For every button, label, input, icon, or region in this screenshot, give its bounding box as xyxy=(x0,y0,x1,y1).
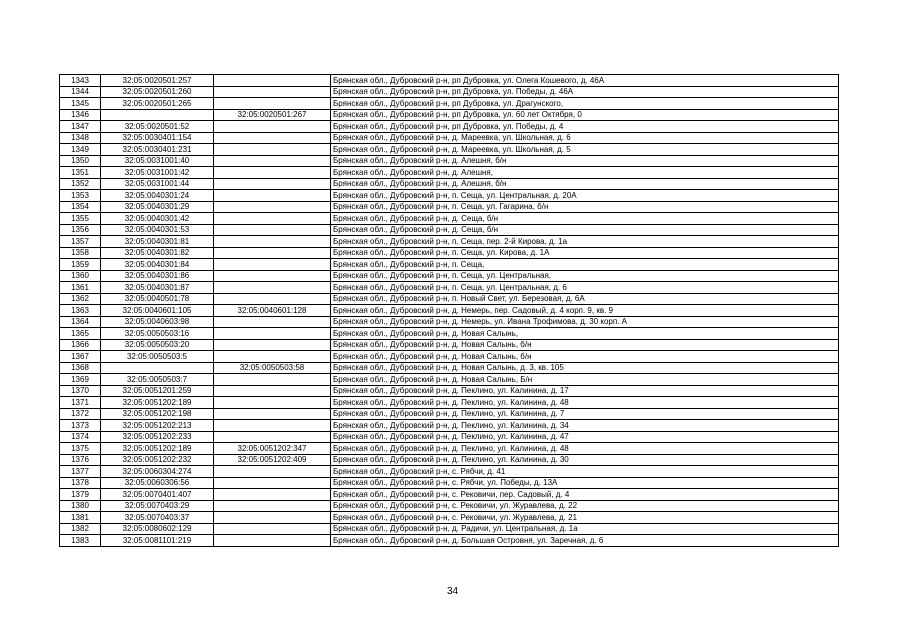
table-row xyxy=(60,213,839,225)
address-cell: Брянская обл., Дубровский р-н, д. Радичи, ул. Центральная, д. 1а xyxy=(331,523,839,535)
cadastral-number-cell: 32:05:0040301:24 xyxy=(101,190,214,202)
property-table xyxy=(59,74,839,547)
cadastral-number-cell: 32:05:0051201:259 xyxy=(101,385,214,397)
table-row xyxy=(60,489,839,501)
cadastral-number-cell: 32:05:0050503:5 xyxy=(101,351,214,363)
cadastral-number-cell: 32:05:0051202:232 xyxy=(101,454,214,466)
linked-cadastral-number-cell xyxy=(214,339,331,351)
address-cell: Брянская обл., Дубровский р-н, д. Немерь, ул. Ивана Трофимова, д. 30 корп. А xyxy=(331,316,839,328)
linked-cadastral-number-cell xyxy=(214,86,331,98)
linked-cadastral-number-cell xyxy=(214,98,331,110)
table-row xyxy=(60,454,839,466)
table-row xyxy=(60,293,839,305)
table-row xyxy=(60,178,839,190)
address-cell: Брянская обл., Дубровский р-н, п. Новый Свет, ул. Березовая, д. 6А xyxy=(331,293,839,305)
linked-cadastral-number-cell xyxy=(214,213,331,225)
cadastral-number-cell: 32:05:0070403:37 xyxy=(101,512,214,524)
address-cell: Брянская обл., Дубровский р-н, д. Сеща, б/н xyxy=(331,213,839,225)
cadastral-number-cell: 32:05:0020501:257 xyxy=(101,75,214,87)
table-row xyxy=(60,75,839,87)
row-number-cell: 1357 xyxy=(60,236,101,248)
cadastral-number-cell: 32:05:0020501:52 xyxy=(101,121,214,133)
table-row xyxy=(60,247,839,259)
address-cell: Брянская обл., Дубровский р-н, д. Новая Салынь, б/н xyxy=(331,339,839,351)
cadastral-number-cell: 32:05:0050503:16 xyxy=(101,328,214,340)
address-cell: Брянская обл., Дубровский р-н, д. Большая Островня, ул. Заречная, д. 6 xyxy=(331,535,839,547)
address-cell: Брянская обл., Дубровский р-н, д. Мареевка, ул. Школьная, д. 6 xyxy=(331,132,839,144)
address-cell: Брянская обл., Дубровский р-н, п. Сеща, ул. Центральная, д. 20А xyxy=(331,190,839,202)
table-row xyxy=(60,259,839,271)
table-body xyxy=(60,75,839,547)
table-row xyxy=(60,535,839,547)
page-number: 34 xyxy=(446,586,459,597)
table-row xyxy=(60,408,839,420)
address-cell: Брянская обл., Дубровский р-н, с. Рековичи, ул. Журавлева, д. 21 xyxy=(331,512,839,524)
cadastral-number-cell: 32:05:0040301:87 xyxy=(101,282,214,294)
table-row xyxy=(60,362,839,374)
table-row xyxy=(60,121,839,133)
row-number-cell: 1366 xyxy=(60,339,101,351)
linked-cadastral-number-cell xyxy=(214,132,331,144)
linked-cadastral-number-cell xyxy=(214,512,331,524)
row-number-cell: 1352 xyxy=(60,178,101,190)
row-number-cell: 1382 xyxy=(60,523,101,535)
table-row xyxy=(60,316,839,328)
table-row xyxy=(60,155,839,167)
row-number-cell: 1354 xyxy=(60,201,101,213)
table-row xyxy=(60,420,839,432)
table-row xyxy=(60,132,839,144)
row-number-cell: 1363 xyxy=(60,305,101,317)
address-cell: Брянская обл., Дубровский р-н, п. Сеща, ул. Центральная, д. 6 xyxy=(331,282,839,294)
address-cell: Брянская обл., Дубровский р-н, д. Пеклино, ул. Калинина, д. 48 xyxy=(331,443,839,455)
table-row xyxy=(60,397,839,409)
linked-cadastral-number-cell xyxy=(214,167,331,179)
cadastral-number-cell: 32:05:0040301:42 xyxy=(101,213,214,225)
row-number-cell: 1359 xyxy=(60,259,101,271)
table-row xyxy=(60,86,839,98)
cadastral-number-cell: 32:05:0020501:265 xyxy=(101,98,214,110)
cadastral-number-cell: 32:05:0030401:231 xyxy=(101,144,214,156)
address-cell: Брянская обл., Дубровский р-н, рп Дубровка, ул. Драгунского, xyxy=(331,98,839,110)
row-number-cell: 1346 xyxy=(60,109,101,121)
address-cell: Брянская обл., Дубровский р-н, д. Пеклино, ул. Калинина, д. 7 xyxy=(331,408,839,420)
table-row xyxy=(60,282,839,294)
cadastral-number-cell: 32:05:0051202:189 xyxy=(101,443,214,455)
table-row xyxy=(60,201,839,213)
linked-cadastral-number-cell xyxy=(214,351,331,363)
address-cell: Брянская обл., Дубровский р-н, с. Рековичи, пер. Садовый, д. 4 xyxy=(331,489,839,501)
address-cell: Брянская обл., Дубровский р-н, рп Дубровка, ул. Победы, д. 4 xyxy=(331,121,839,133)
table-row xyxy=(60,270,839,282)
row-number-cell: 1374 xyxy=(60,431,101,443)
linked-cadastral-number-cell xyxy=(214,190,331,202)
row-number-cell: 1371 xyxy=(60,397,101,409)
cadastral-number-cell: 32:05:0051202:198 xyxy=(101,408,214,420)
table-row xyxy=(60,236,839,248)
address-cell: Брянская обл., Дубровский р-н, д. Алешня, б/н xyxy=(331,178,839,190)
cadastral-number-cell: 32:05:0040301:82 xyxy=(101,247,214,259)
row-number-cell: 1381 xyxy=(60,512,101,524)
address-cell: Брянская обл., Дубровский р-н, д. Новая Салынь, xyxy=(331,328,839,340)
linked-cadastral-number-cell xyxy=(214,500,331,512)
row-number-cell: 1370 xyxy=(60,385,101,397)
cadastral-number-cell: 32:05:0040301:53 xyxy=(101,224,214,236)
address-cell: Брянская обл., Дубровский р-н, д. Мареевка, ул. Школьная, д. 5 xyxy=(331,144,839,156)
linked-cadastral-number-cell xyxy=(214,121,331,133)
row-number-cell: 1362 xyxy=(60,293,101,305)
table-row xyxy=(60,466,839,478)
row-number-cell: 1368 xyxy=(60,362,101,374)
row-number-cell: 1375 xyxy=(60,443,101,455)
linked-cadastral-number-cell xyxy=(214,431,331,443)
table-row xyxy=(60,500,839,512)
address-cell: Брянская обл., Дубровский р-н, рп Дубровка, ул. 60 лет Октября, 0 xyxy=(331,109,839,121)
table-row xyxy=(60,477,839,489)
table-row xyxy=(60,443,839,455)
address-cell: Брянская обл., Дубровский р-н, д. Пеклино, ул. Калинина, д. 17 xyxy=(331,385,839,397)
table-row xyxy=(60,305,839,317)
cadastral-number-cell: 32:05:0080602:129 xyxy=(101,523,214,535)
linked-cadastral-number-cell xyxy=(214,385,331,397)
row-number-cell: 1350 xyxy=(60,155,101,167)
table-row xyxy=(60,109,839,121)
linked-cadastral-number-cell xyxy=(214,282,331,294)
table-row xyxy=(60,144,839,156)
row-number-cell: 1345 xyxy=(60,98,101,110)
cadastral-number-cell: 32:05:0031001:44 xyxy=(101,178,214,190)
cadastral-number-cell: 32:05:0050503:20 xyxy=(101,339,214,351)
address-cell: Брянская обл., Дубровский р-н, п. Сеща, ул. Гагарина, б/н xyxy=(331,201,839,213)
address-cell: Брянская обл., Дубровский р-н, д. Новая Салынь, Б/н xyxy=(331,374,839,386)
row-number-cell: 1347 xyxy=(60,121,101,133)
row-number-cell: 1378 xyxy=(60,477,101,489)
cadastral-number-cell: 32:05:0040603:98 xyxy=(101,316,214,328)
linked-cadastral-number-cell xyxy=(214,293,331,305)
linked-cadastral-number-cell xyxy=(214,477,331,489)
cadastral-number-cell: 32:05:0051202:233 xyxy=(101,431,214,443)
address-cell: Брянская обл., Дубровский р-н, с. Рябчи, ул. Победы, д. 13А xyxy=(331,477,839,489)
row-number-cell: 1360 xyxy=(60,270,101,282)
address-cell: Брянская обл., Дубровский р-н, д. Алешня, xyxy=(331,167,839,179)
table-row xyxy=(60,512,839,524)
cadastral-number-cell: 32:05:0031001:42 xyxy=(101,167,214,179)
table-row xyxy=(60,98,839,110)
row-number-cell: 1365 xyxy=(60,328,101,340)
row-number-cell: 1376 xyxy=(60,454,101,466)
cadastral-number-cell: 32:05:0081101:219 xyxy=(101,535,214,547)
row-number-cell: 1343 xyxy=(60,75,101,87)
table-row xyxy=(60,190,839,202)
linked-cadastral-number-cell xyxy=(214,408,331,420)
address-cell: Брянская обл., Дубровский р-н, д. Немерь, пер. Садовый, д. 4 корп. 9, кв. 9 xyxy=(331,305,839,317)
cadastral-number-cell: 32:05:0070401:407 xyxy=(101,489,214,501)
address-cell: Брянская обл., Дубровский р-н, д. Новая Салынь, б/н xyxy=(331,351,839,363)
table-row xyxy=(60,339,839,351)
cadastral-number-cell: 32:05:0060306:56 xyxy=(101,477,214,489)
linked-cadastral-number-cell xyxy=(214,178,331,190)
cadastral-number-cell: 32:05:0030401:154 xyxy=(101,132,214,144)
document-table-region xyxy=(59,74,838,547)
row-number-cell: 1372 xyxy=(60,408,101,420)
cadastral-number-cell xyxy=(101,362,214,374)
linked-cadastral-number-cell: 32:05:0050503:58 xyxy=(214,362,331,374)
cadastral-number-cell: 32:05:0031001:40 xyxy=(101,155,214,167)
address-cell: Брянская обл., Дубровский р-н, д. Пеклино, ул. Калинина, д. 47 xyxy=(331,431,839,443)
row-number-cell: 1377 xyxy=(60,466,101,478)
row-number-cell: 1364 xyxy=(60,316,101,328)
address-cell: Брянская обл., Дубровский р-н, д. Пеклино, ул. Калинина, д. 48 xyxy=(331,397,839,409)
cadastral-number-cell: 32:05:0040601:105 xyxy=(101,305,214,317)
cadastral-number-cell: 32:05:0020501:260 xyxy=(101,86,214,98)
cadastral-number-cell: 32:05:0040301:81 xyxy=(101,236,214,248)
address-cell: Брянская обл., Дубровский р-н, рп Дубровка, ул. Победы, д. 46А xyxy=(331,86,839,98)
linked-cadastral-number-cell xyxy=(214,397,331,409)
table-row xyxy=(60,431,839,443)
linked-cadastral-number-cell xyxy=(214,270,331,282)
linked-cadastral-number-cell xyxy=(214,247,331,259)
row-number-cell: 1349 xyxy=(60,144,101,156)
linked-cadastral-number-cell xyxy=(214,523,331,535)
row-number-cell: 1348 xyxy=(60,132,101,144)
row-number-cell: 1373 xyxy=(60,420,101,432)
table-row xyxy=(60,385,839,397)
linked-cadastral-number-cell xyxy=(214,75,331,87)
linked-cadastral-number-cell xyxy=(214,374,331,386)
table-row xyxy=(60,523,839,535)
row-number-cell: 1344 xyxy=(60,86,101,98)
linked-cadastral-number-cell xyxy=(214,155,331,167)
row-number-cell: 1369 xyxy=(60,374,101,386)
linked-cadastral-number-cell: 32:05:0040601:128 xyxy=(214,305,331,317)
linked-cadastral-number-cell xyxy=(214,535,331,547)
row-number-cell: 1380 xyxy=(60,500,101,512)
address-cell: Брянская обл., Дубровский р-н, п. Сеща, xyxy=(331,259,839,271)
row-number-cell: 1355 xyxy=(60,213,101,225)
linked-cadastral-number-cell xyxy=(214,201,331,213)
linked-cadastral-number-cell xyxy=(214,489,331,501)
address-cell: Брянская обл., Дубровский р-н, д. Сеща, б/н xyxy=(331,224,839,236)
table-row xyxy=(60,224,839,236)
address-cell: Брянская обл., Дубровский р-н, с. Рябчи, д. 41 xyxy=(331,466,839,478)
linked-cadastral-number-cell xyxy=(214,328,331,340)
cadastral-number-cell: 32:05:0070403:29 xyxy=(101,500,214,512)
linked-cadastral-number-cell xyxy=(214,316,331,328)
address-cell: Брянская обл., Дубровский р-н, д. Алешня, б/н xyxy=(331,155,839,167)
row-number-cell: 1351 xyxy=(60,167,101,179)
linked-cadastral-number-cell xyxy=(214,466,331,478)
linked-cadastral-number-cell xyxy=(214,144,331,156)
table-row xyxy=(60,351,839,363)
row-number-cell: 1358 xyxy=(60,247,101,259)
linked-cadastral-number-cell xyxy=(214,224,331,236)
cadastral-number-cell: 32:05:0051202:189 xyxy=(101,397,214,409)
address-cell: Брянская обл., Дубровский р-н, д. Новая Салынь, д. 3, кв. 105 xyxy=(331,362,839,374)
cadastral-number-cell: 32:05:0040501:78 xyxy=(101,293,214,305)
row-number-cell: 1361 xyxy=(60,282,101,294)
address-cell: Брянская обл., Дубровский р-н, п. Сеща, пер. 2-й Кирова, д. 1а xyxy=(331,236,839,248)
linked-cadastral-number-cell xyxy=(214,259,331,271)
address-cell: Брянская обл., Дубровский р-н, п. Сеща, ул. Центральная, xyxy=(331,270,839,282)
row-number-cell: 1379 xyxy=(60,489,101,501)
linked-cadastral-number-cell: 32:05:0051202:409 xyxy=(214,454,331,466)
row-number-cell: 1367 xyxy=(60,351,101,363)
address-cell: Брянская обл., Дубровский р-н, рп Дубровка, ул. Олега Кошевого, д. 46А xyxy=(331,75,839,87)
cadastral-number-cell xyxy=(101,109,214,121)
row-number-cell: 1353 xyxy=(60,190,101,202)
cadastral-number-cell: 32:05:0040301:29 xyxy=(101,201,214,213)
table-row xyxy=(60,374,839,386)
cadastral-number-cell: 32:05:0050503:7 xyxy=(101,374,214,386)
cadastral-number-cell: 32:05:0060304:274 xyxy=(101,466,214,478)
table-row xyxy=(60,328,839,340)
cadastral-number-cell: 32:05:0040301:86 xyxy=(101,270,214,282)
address-cell: Брянская обл., Дубровский р-н, д. Пеклино, ул. Калинина, д. 34 xyxy=(331,420,839,432)
cadastral-number-cell: 32:05:0051202:213 xyxy=(101,420,214,432)
row-number-cell: 1356 xyxy=(60,224,101,236)
linked-cadastral-number-cell xyxy=(214,236,331,248)
linked-cadastral-number-cell: 32:05:0051202:347 xyxy=(214,443,331,455)
address-cell: Брянская обл., Дубровский р-н, д. Пеклино, ул. Калинина, д. 30 xyxy=(331,454,839,466)
linked-cadastral-number-cell: 32:05:0020501:267 xyxy=(214,109,331,121)
linked-cadastral-number-cell xyxy=(214,420,331,432)
row-number-cell: 1383 xyxy=(60,535,101,547)
cadastral-number-cell: 32:05:0040301:84 xyxy=(101,259,214,271)
address-cell: Брянская обл., Дубровский р-н, с. Рековичи, ул. Журавлева, д. 22 xyxy=(331,500,839,512)
address-cell: Брянская обл., Дубровский р-н, п. Сеща, ул. Кирова, д. 1А xyxy=(331,247,839,259)
table-row xyxy=(60,167,839,179)
